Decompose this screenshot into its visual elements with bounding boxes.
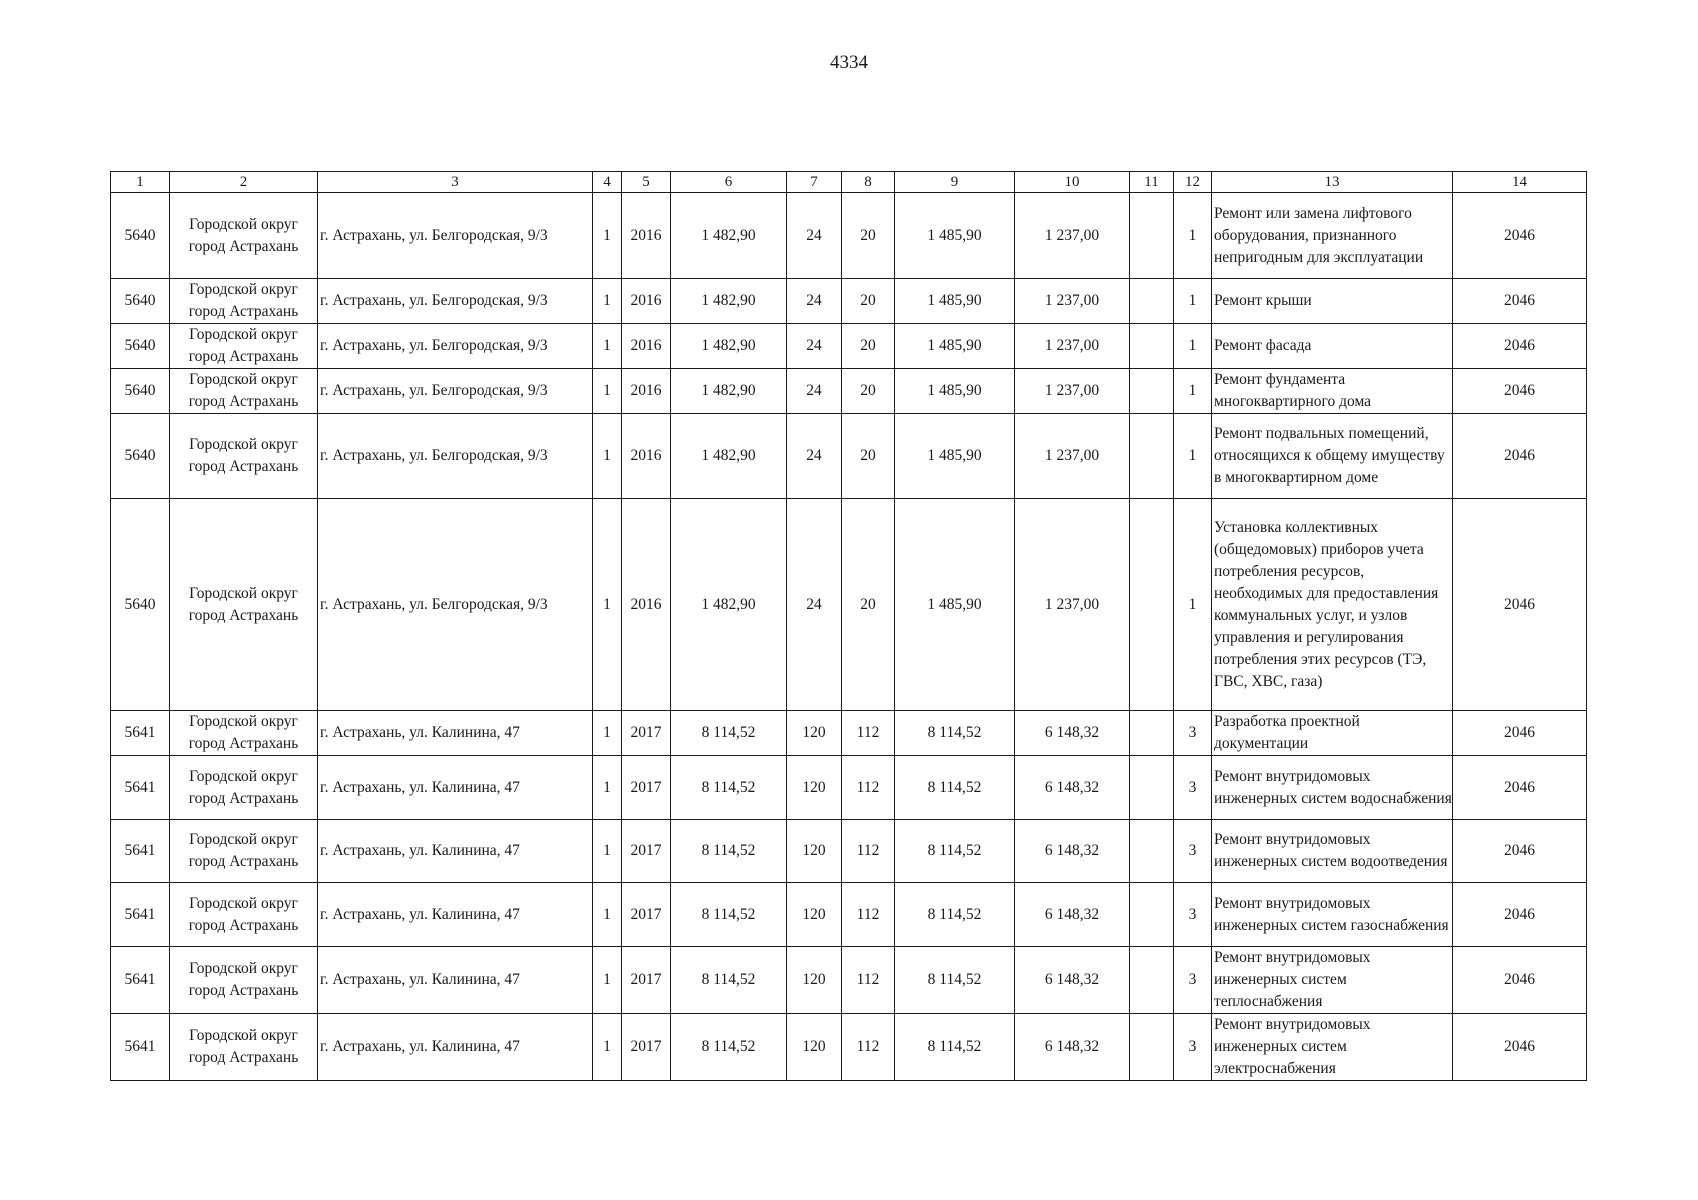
work-type-cell: Установка коллективных (общедомовых) приборов учета потребления ресурсов, необходимых для предоставления коммунальных услуг, и узлов управления и регулирования потребления этих ресурсов (ТЭ, ГВС, ХВС, газа) — [1212, 499, 1453, 711]
cell-col9: 1 485,90 — [895, 324, 1015, 369]
cell-col8: 112 — [842, 756, 895, 820]
cell-col8: 112 — [842, 883, 895, 947]
cell-col11 — [1130, 324, 1174, 369]
header-cell: 13 — [1212, 172, 1453, 193]
cell-col9: 1 485,90 — [895, 499, 1015, 711]
cell-col8: 20 — [842, 369, 895, 414]
row-number-cell: 5640 — [111, 369, 170, 414]
address-cell: г. Астрахань, ул. Белгородская, 9/3 — [318, 414, 593, 499]
cell-col7: 120 — [787, 711, 842, 756]
cell-col7: 24 — [787, 499, 842, 711]
row-number-cell: 5640 — [111, 193, 170, 279]
row-number-cell: 5641 — [111, 711, 170, 756]
cell-col7: 24 — [787, 324, 842, 369]
table-row — [111, 711, 1587, 756]
address-cell: г. Астрахань, ул. Белгородская, 9/3 — [318, 369, 593, 414]
row-number-cell: 5640 — [111, 279, 170, 324]
table-row — [111, 1014, 1587, 1081]
year-cell: 2017 — [622, 1014, 671, 1081]
year-cell: 2016 — [622, 193, 671, 279]
cell-col9: 8 114,52 — [895, 947, 1015, 1014]
municipality-cell: Городской округ город Астрахань — [170, 820, 318, 883]
header-cell: 10 — [1015, 172, 1130, 193]
cell-col12: 3 — [1174, 756, 1212, 820]
municipality-cell: Городской округ город Астрахань — [170, 369, 318, 414]
table-row — [111, 883, 1587, 947]
cell-col8: 112 — [842, 1014, 895, 1081]
cell-col8: 20 — [842, 193, 895, 279]
cell-col4: 1 — [593, 820, 622, 883]
year-cell: 2017 — [622, 820, 671, 883]
row-number-cell: 5640 — [111, 499, 170, 711]
area-cell: 1 482,90 — [671, 193, 787, 279]
year-cell: 2016 — [622, 499, 671, 711]
period-cell: 2046 — [1453, 279, 1587, 324]
cell-col11 — [1130, 369, 1174, 414]
cell-col4: 1 — [593, 193, 622, 279]
address-cell: г. Астрахань, ул. Белгородская, 9/3 — [318, 279, 593, 324]
work-type-cell: Ремонт крыши — [1212, 279, 1453, 324]
municipality-cell: Городской округ город Астрахань — [170, 883, 318, 947]
cell-col12: 1 — [1174, 369, 1212, 414]
work-type-cell: Ремонт внутридомовых инженерных систем теплоснабжения — [1212, 947, 1453, 1014]
cell-col9: 1 485,90 — [895, 369, 1015, 414]
cell-col11 — [1130, 1014, 1174, 1081]
work-type-cell: Ремонт внутридомовых инженерных систем водоснабжения — [1212, 756, 1453, 820]
cell-col11 — [1130, 883, 1174, 947]
work-type-cell: Ремонт внутридомовых инженерных систем газоснабжения — [1212, 883, 1453, 947]
municipality-cell: Городской округ город Астрахань — [170, 499, 318, 711]
row-number-cell: 5641 — [111, 756, 170, 820]
cell-col8: 112 — [842, 711, 895, 756]
cell-col9: 8 114,52 — [895, 883, 1015, 947]
cell-col12: 3 — [1174, 883, 1212, 947]
area-cell: 8 114,52 — [671, 756, 787, 820]
row-number-cell: 5640 — [111, 324, 170, 369]
header-cell: 3 — [318, 172, 593, 193]
cell-col8: 20 — [842, 414, 895, 499]
year-cell: 2017 — [622, 947, 671, 1014]
header-cell: 12 — [1174, 172, 1212, 193]
cell-col8: 20 — [842, 279, 895, 324]
area-cell: 1 482,90 — [671, 499, 787, 711]
municipality-cell: Городской округ город Астрахань — [170, 1014, 318, 1081]
page-number: 4334 — [830, 52, 868, 73]
cell-col4: 1 — [593, 499, 622, 711]
cell-col11 — [1130, 499, 1174, 711]
cell-col9: 8 114,52 — [895, 756, 1015, 820]
cell-col12: 3 — [1174, 711, 1212, 756]
cell-col10: 1 237,00 — [1015, 414, 1130, 499]
work-type-cell: Ремонт фасада — [1212, 324, 1453, 369]
header-cell: 5 — [622, 172, 671, 193]
table-row — [111, 324, 1587, 369]
cell-col4: 1 — [593, 279, 622, 324]
year-cell: 2016 — [622, 324, 671, 369]
work-type-cell: Ремонт фундамента многоквартирного дома — [1212, 369, 1453, 414]
address-cell: г. Астрахань, ул. Белгородская, 9/3 — [318, 193, 593, 279]
header-cell: 6 — [671, 172, 787, 193]
cell-col11 — [1130, 279, 1174, 324]
cell-col9: 1 485,90 — [895, 414, 1015, 499]
area-cell: 1 482,90 — [671, 414, 787, 499]
cell-col8: 20 — [842, 499, 895, 711]
municipality-cell: Городской округ город Астрахань — [170, 324, 318, 369]
address-cell: г. Астрахань, ул. Калинина, 47 — [318, 820, 593, 883]
municipality-cell: Городской округ город Астрахань — [170, 279, 318, 324]
cell-col11 — [1130, 756, 1174, 820]
header-cell: 8 — [842, 172, 895, 193]
table-row — [111, 820, 1587, 883]
year-cell: 2017 — [622, 756, 671, 820]
cell-col7: 24 — [787, 193, 842, 279]
cell-col9: 8 114,52 — [895, 820, 1015, 883]
period-cell: 2046 — [1453, 711, 1587, 756]
period-cell: 2046 — [1453, 1014, 1587, 1081]
cell-col4: 1 — [593, 1014, 622, 1081]
cell-col11 — [1130, 947, 1174, 1014]
cell-col4: 1 — [593, 883, 622, 947]
cell-col7: 120 — [787, 947, 842, 1014]
cell-col10: 1 237,00 — [1015, 369, 1130, 414]
municipality-cell: Городской округ город Астрахань — [170, 414, 318, 499]
header-cell: 9 — [895, 172, 1015, 193]
municipality-cell: Городской округ город Астрахань — [170, 756, 318, 820]
table-row — [111, 193, 1587, 279]
work-type-cell: Ремонт внутридомовых инженерных систем водоотведения — [1212, 820, 1453, 883]
period-cell: 2046 — [1453, 414, 1587, 499]
row-number-cell: 5641 — [111, 883, 170, 947]
header-cell: 4 — [593, 172, 622, 193]
area-cell: 1 482,90 — [671, 369, 787, 414]
cell-col4: 1 — [593, 369, 622, 414]
area-cell: 1 482,90 — [671, 324, 787, 369]
period-cell: 2046 — [1453, 324, 1587, 369]
cell-col11 — [1130, 193, 1174, 279]
table-row — [111, 947, 1587, 1014]
cell-col4: 1 — [593, 324, 622, 369]
table-row — [111, 756, 1587, 820]
cell-col7: 24 — [787, 369, 842, 414]
cell-col10: 1 237,00 — [1015, 324, 1130, 369]
year-cell: 2017 — [622, 883, 671, 947]
work-type-cell: Разработка проектной документации — [1212, 711, 1453, 756]
address-cell: г. Астрахань, ул. Калинина, 47 — [318, 947, 593, 1014]
row-number-cell: 5641 — [111, 1014, 170, 1081]
cell-col11 — [1130, 711, 1174, 756]
address-cell: г. Астрахань, ул. Калинина, 47 — [318, 883, 593, 947]
cell-col4: 1 — [593, 947, 622, 1014]
period-cell: 2046 — [1453, 883, 1587, 947]
cell-col4: 1 — [593, 414, 622, 499]
cell-col12: 1 — [1174, 193, 1212, 279]
cell-col10: 6 148,32 — [1015, 947, 1130, 1014]
work-type-cell: Ремонт или замена лифтового оборудования, признанного непригодным для эксплуатации — [1212, 193, 1453, 279]
cell-col10: 1 237,00 — [1015, 499, 1130, 711]
work-type-cell: Ремонт внутридомовых инженерных систем электроснабжения — [1212, 1014, 1453, 1081]
cell-col10: 6 148,32 — [1015, 1014, 1130, 1081]
area-cell: 8 114,52 — [671, 711, 787, 756]
header-cell: 14 — [1453, 172, 1587, 193]
cell-col10: 6 148,32 — [1015, 820, 1130, 883]
capital-repair-table — [110, 171, 1587, 1081]
municipality-cell: Городской округ город Астрахань — [170, 947, 318, 1014]
period-cell: 2046 — [1453, 947, 1587, 1014]
header-cell: 7 — [787, 172, 842, 193]
table-row — [111, 499, 1587, 711]
area-cell: 1 482,90 — [671, 279, 787, 324]
cell-col8: 112 — [842, 947, 895, 1014]
cell-col12: 1 — [1174, 324, 1212, 369]
period-cell: 2046 — [1453, 369, 1587, 414]
cell-col11 — [1130, 820, 1174, 883]
cell-col9: 8 114,52 — [895, 711, 1015, 756]
address-cell: г. Астрахань, ул. Калинина, 47 — [318, 1014, 593, 1081]
cell-col10: 1 237,00 — [1015, 193, 1130, 279]
period-cell: 2046 — [1453, 499, 1587, 711]
cell-col10: 6 148,32 — [1015, 756, 1130, 820]
cell-col7: 120 — [787, 883, 842, 947]
table-row — [111, 414, 1587, 499]
area-cell: 8 114,52 — [671, 883, 787, 947]
year-cell: 2017 — [622, 711, 671, 756]
cell-col8: 20 — [842, 324, 895, 369]
row-number-cell: 5641 — [111, 820, 170, 883]
address-cell: г. Астрахань, ул. Калинина, 47 — [318, 711, 593, 756]
cell-col9: 1 485,90 — [895, 193, 1015, 279]
cell-col7: 120 — [787, 1014, 842, 1081]
cell-col12: 3 — [1174, 947, 1212, 1014]
cell-col4: 1 — [593, 756, 622, 820]
year-cell: 2016 — [622, 369, 671, 414]
header-row — [111, 172, 1587, 193]
address-cell: г. Астрахань, ул. Белгородская, 9/3 — [318, 499, 593, 711]
cell-col7: 120 — [787, 756, 842, 820]
cell-col12: 1 — [1174, 499, 1212, 711]
cell-col8: 112 — [842, 820, 895, 883]
municipality-cell: Городской округ город Астрахань — [170, 193, 318, 279]
table-row — [111, 369, 1587, 414]
cell-col9: 8 114,52 — [895, 1014, 1015, 1081]
cell-col11 — [1130, 414, 1174, 499]
area-cell: 8 114,52 — [671, 820, 787, 883]
area-cell: 8 114,52 — [671, 1014, 787, 1081]
cell-col9: 1 485,90 — [895, 279, 1015, 324]
cell-col10: 6 148,32 — [1015, 883, 1130, 947]
row-number-cell: 5640 — [111, 414, 170, 499]
cell-col10: 1 237,00 — [1015, 279, 1130, 324]
cell-col7: 24 — [787, 414, 842, 499]
row-number-cell: 5641 — [111, 947, 170, 1014]
cell-col12: 3 — [1174, 820, 1212, 883]
cell-col7: 24 — [787, 279, 842, 324]
header-cell: 11 — [1130, 172, 1174, 193]
address-cell: г. Астрахань, ул. Калинина, 47 — [318, 756, 593, 820]
table-row — [111, 279, 1587, 324]
cell-col4: 1 — [593, 711, 622, 756]
work-type-cell: Ремонт подвальных помещений, относящихся к общему имуществу в многоквартирном доме — [1212, 414, 1453, 499]
address-cell: г. Астрахань, ул. Белгородская, 9/3 — [318, 324, 593, 369]
year-cell: 2016 — [622, 279, 671, 324]
header-cell: 1 — [111, 172, 170, 193]
period-cell: 2046 — [1453, 193, 1587, 279]
period-cell: 2046 — [1453, 820, 1587, 883]
cell-col12: 1 — [1174, 279, 1212, 324]
period-cell: 2046 — [1453, 756, 1587, 820]
cell-col12: 1 — [1174, 414, 1212, 499]
header-cell: 2 — [170, 172, 318, 193]
municipality-cell: Городской округ город Астрахань — [170, 711, 318, 756]
cell-col10: 6 148,32 — [1015, 711, 1130, 756]
cell-col7: 120 — [787, 820, 842, 883]
cell-col12: 3 — [1174, 1014, 1212, 1081]
area-cell: 8 114,52 — [671, 947, 787, 1014]
year-cell: 2016 — [622, 414, 671, 499]
